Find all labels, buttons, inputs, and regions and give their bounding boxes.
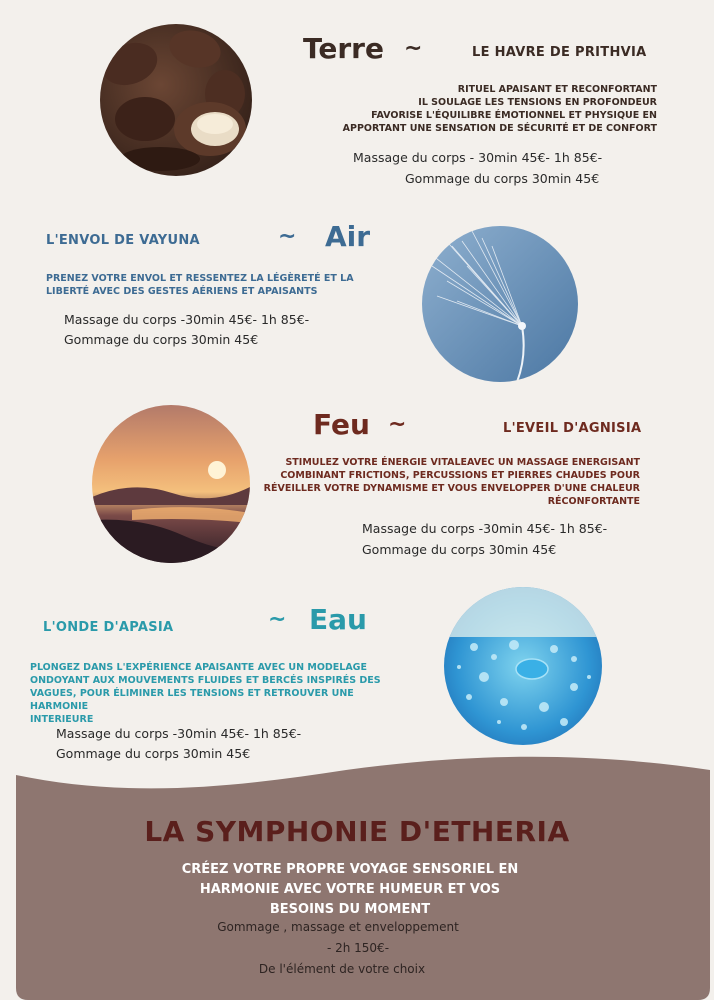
feu-description: STIMULEZ VOTRE ÉNERGIE VITALEAVEC UN MASSAGE ENERGISANT COMBINANT FRICTIONS, PERCUSSIONS ET PIERRES CHAUDES POUR RÉVEILLER VOTRE DYNAMISME ET VOUS ENVELOPPER D'UNE CHALEUR RÉCONFORTANTE [263, 457, 640, 507]
footer-subtitle: CRÉEZ VOTRE PROPRE VOYAGE SENSORIEL EN HARMONIE AVEC VOTRE HUMEUR ET VOS BESOINS DU MOMENT [181, 862, 519, 917]
terre-price-gommage: Gommage du corps 30min 45€ [405, 171, 600, 186]
eau-price-gommage: Gommage du corps 30min 45€ [56, 746, 251, 761]
air-description: PRENEZ VOTRE ENVOL ET RESSENTEZ LA LÉGÈRETÉ ET LA LIBERTÉ AVEC DES GESTES AÉRIENS ET APAISANTS [46, 273, 354, 297]
eau-price-massage: Massage du corps -30min 45€- 1h 85€- [56, 726, 302, 741]
feu-price-massage: Massage du corps -30min 45€- 1h 85€- [362, 521, 608, 536]
terre-image [100, 24, 252, 176]
footer-offer-price: - 2h 150€- [326, 941, 390, 955]
footer-title: LA SYMPHONIE D'ETHERIA [144, 815, 570, 848]
feu-ritual-name: L'EVEIL D'AGNISIA [503, 421, 642, 436]
feu-title: Feu [313, 408, 370, 441]
air-ritual-name: L'ENVOL DE VAYUNA [46, 233, 200, 248]
air-tilde: ~ [278, 224, 297, 249]
eau-ritual-name: L'ONDE D'APASIA [43, 620, 174, 635]
air-image [422, 226, 578, 382]
footer-offer-contents: Gommage , massage et enveloppement [217, 920, 459, 934]
terre-description: RITUEL APAISANT ET RECONFORTANT IL SOULAGE LES TENSIONS EN PROFONDEUR FAVORISE L'ÉQUILIBRE ÉMOTIONNEL ET PHYSIQUE EN APPORTANT UNE SENSATION DE SÉCURITÉ ET DE CONFORT [342, 84, 657, 134]
feu-tilde: ~ [388, 412, 407, 437]
feu-image [92, 405, 250, 563]
eau-description: PLONGEZ DANS L'EXPÉRIENCE APAISANTE AVEC UN MODELAGE ONDOYANT AUX MOUVEMENTS FLUIDES ET BERCÉS INSPIRÉS DES VAGUES, POUR ÉLIMINER LES TENSIONS ET RETROUVER UNE HARMONIE INTERIEURE [30, 662, 381, 725]
air-price-massage: Massage du corps -30min 45€- 1h 85€- [64, 312, 310, 327]
footer-offer-note: De l'élément de votre choix [258, 962, 426, 976]
terre-title: Terre [303, 32, 384, 65]
eau-tilde: ~ [268, 607, 287, 632]
terre-tilde: ~ [404, 36, 423, 61]
feu-price-gommage: Gommage du corps 30min 45€ [362, 542, 557, 557]
eau-image [444, 587, 602, 745]
eau-title: Eau [309, 603, 367, 636]
terre-price-massage: Massage du corps - 30min 45€- 1h 85€- [353, 150, 603, 165]
air-title: Air [325, 220, 371, 253]
air-price-gommage: Gommage du corps 30min 45€ [64, 332, 259, 347]
terre-ritual-name: LE HAVRE DE PRITHVIA [472, 45, 647, 60]
